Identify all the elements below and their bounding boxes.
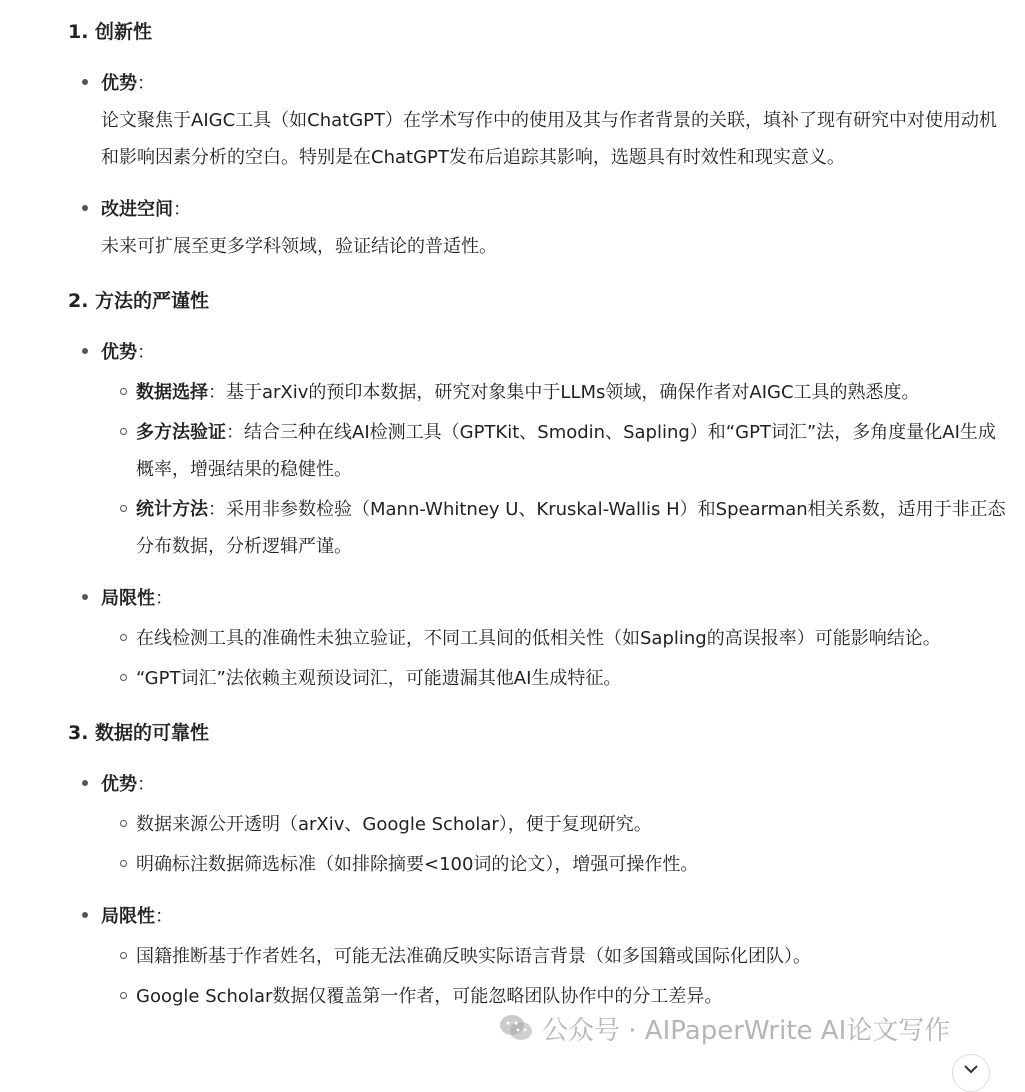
section-innovation <box>68 14 1008 265</box>
list-item: 改进空间： 未来可扩展至更多学科领域，验证结论的普适性。 <box>68 192 1008 265</box>
wechat-icon <box>498 1013 534 1043</box>
item-label: 局限性 <box>101 906 155 927</box>
sub-list-item: Google Scholar数据仅覆盖第一作者，可能忽略团队协作中的分工差异。 <box>101 978 1008 1015</box>
sub-list-item: 国籍推断基于作者姓名，可能无法准确反映实际语言背景（如多国籍或国际化团队）。 <box>101 938 1008 975</box>
section-title: 3. 数据的可靠性 <box>68 722 210 744</box>
item-text: 未来可扩展至更多学科领域，验证结论的普适性。 <box>101 236 497 257</box>
article-content <box>68 14 1008 1033</box>
sub-list-item: 数据选择：基于arXiv的预印本数据，研究对象集中于LLMs领域，确保作者对AIGC工具的熟悉度。 <box>101 374 1008 411</box>
item-label: 优势 <box>101 342 137 363</box>
sub-list-item: 统计方法：采用非参数检验（Mann-Whitney U、Kruskal-Wallis H）和Spearman相关系数，适用于非正态分布数据，分析逻辑严谨。 <box>101 491 1008 565</box>
sub-list-item: 在线检测工具的准确性未独立验证，不同工具间的低相关性（如Sapling的高误报率）可能影响结论。 <box>101 620 1008 657</box>
sub-list-item: “GPT词汇”法依赖主观预设词汇，可能遗漏其他AI生成特征。 <box>101 660 1008 697</box>
sub-list-item: 数据来源公开透明（arXiv、Google Scholar），便于复现研究。 <box>101 806 1008 843</box>
section-methodology <box>68 283 1008 697</box>
item-label: 局限性 <box>101 588 155 609</box>
watermark-text: 公众号 · AIPaperWrite AI论文写作 <box>542 1015 951 1046</box>
watermark <box>498 1008 950 1048</box>
item-label: 优势 <box>101 73 137 94</box>
section-title: 2. 方法的严谨性 <box>68 290 210 312</box>
list-item: 优势： 论文聚焦于AIGC工具（如ChatGPT）在学术写作中的使用及其与作者背景的关联，填补了现有研究中对使用动机和影响因素分析的空白。特别是在ChatGPT发布后追踪其影响，选题具有时效性和现实意义。 <box>68 66 1008 176</box>
item-text: 论文聚焦于AIGC工具（如ChatGPT）在学术写作中的使用及其与作者背景的关联，填补了现有研究中对使用动机和影响因素分析的空白。特别是在ChatGPT发布后追踪其影响，选题具有时效性和现实意义。 <box>101 110 997 168</box>
list-item: 局限性： 国籍推断基于作者姓名，可能无法准确反映实际语言背景（如多国籍或国际化团队）。 Google Scholar数据仅覆盖第一作者，可能忽略团队协作中的分工差异。 <box>68 899 1008 1015</box>
item-label: 优势 <box>101 774 137 795</box>
section-data-reliability <box>68 715 1008 1015</box>
list-item: 优势： 数据来源公开透明（arXiv、Google Scholar），便于复现研究。 明确标注数据筛选标准（如排除摘要<100词的论文），增强可操作性。 <box>68 767 1008 883</box>
list-item: 局限性： 在线检测工具的准确性未独立验证，不同工具间的低相关性（如Sapling的高误报率）可能影响结论。 “GPT词汇”法依赖主观预设词汇，可能遗漏其他AI生成特征。 <box>68 581 1008 697</box>
scroll-down-button[interactable] <box>952 1054 990 1092</box>
list-item: 优势： 数据选择：基于arXiv的预印本数据，研究对象集中于LLMs领域，确保作者对AIGC工具的熟悉度。 多方法验证：结合三种在线AI检测工具（GPTKit、Smodin、Sapling）和“GPT词汇”法，多角度量化AI生成概率，增强结果的稳健性。 统计方法：采用非参数检验（Mann-Whitney U、Kruskal-Wallis H）和Spearman相关系数，适用于非正态分布数据，分析逻辑严谨。 <box>68 335 1008 565</box>
chevron-down-icon <box>964 1065 978 1075</box>
sub-list-item: 明确标注数据筛选标准（如排除摘要<100词的论文），增强可操作性。 <box>101 846 1008 883</box>
item-label: 改进空间 <box>101 199 173 220</box>
sub-list-item: 多方法验证：结合三种在线AI检测工具（GPTKit、Smodin、Sapling）和“GPT词汇”法，多角度量化AI生成概率，增强结果的稳健性。 <box>101 414 1008 488</box>
section-title: 1. 创新性 <box>68 21 153 43</box>
